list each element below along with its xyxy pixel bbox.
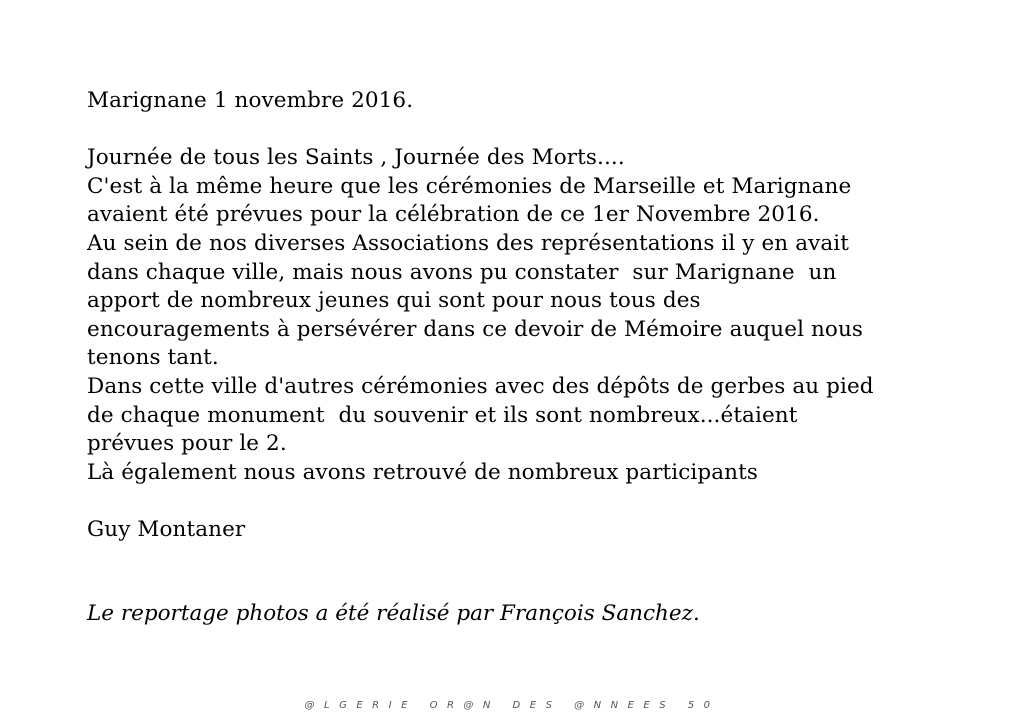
date-line: Marignane 1 novembre 2016. — [87, 88, 414, 113]
body-line: prévues pour le 2. — [87, 431, 287, 457]
signature: Guy Montaner — [87, 516, 246, 542]
blank-line — [87, 487, 987, 516]
body-line: apport de nombreux jeunes qui sont pour nous tous des — [87, 288, 701, 314]
body-line: dans chaque ville, mais nous avons pu constater sur Marignane un — [87, 259, 837, 285]
blank-line — [87, 116, 987, 145]
body-line: encouragements à persévérer dans ce devoir de Mémoire auquel nous — [87, 316, 864, 342]
letter-body — [87, 87, 987, 545]
body-line: Journée de tous les Saints , Journée des Morts.... — [87, 145, 625, 171]
body-line: Au sein de nos diverses Associations des représentations il y en avait — [87, 230, 849, 256]
body-line: avaient été prévues pour la célébration de ce 1er Novembre 2016. — [87, 202, 820, 228]
body-line: Dans cette ville d'autres cérémonies avec des dépôts de gerbes au pied — [87, 373, 874, 399]
body-line: tenons tant. — [87, 345, 219, 371]
photo-credit: Le reportage photos a été réalisé par François Sanchez. — [87, 601, 700, 626]
body-line: C'est à la même heure que les cérémonies de Marseille et Marignane — [87, 173, 852, 199]
body-line: Là également nous avons retrouvé de nombreux participants — [87, 459, 758, 485]
footer-watermark: @LGERIE OR@N DES @NNEES 50 — [304, 700, 720, 711]
body-line: de chaque monument du souvenir et ils sont nombreux...étaient — [87, 402, 798, 428]
